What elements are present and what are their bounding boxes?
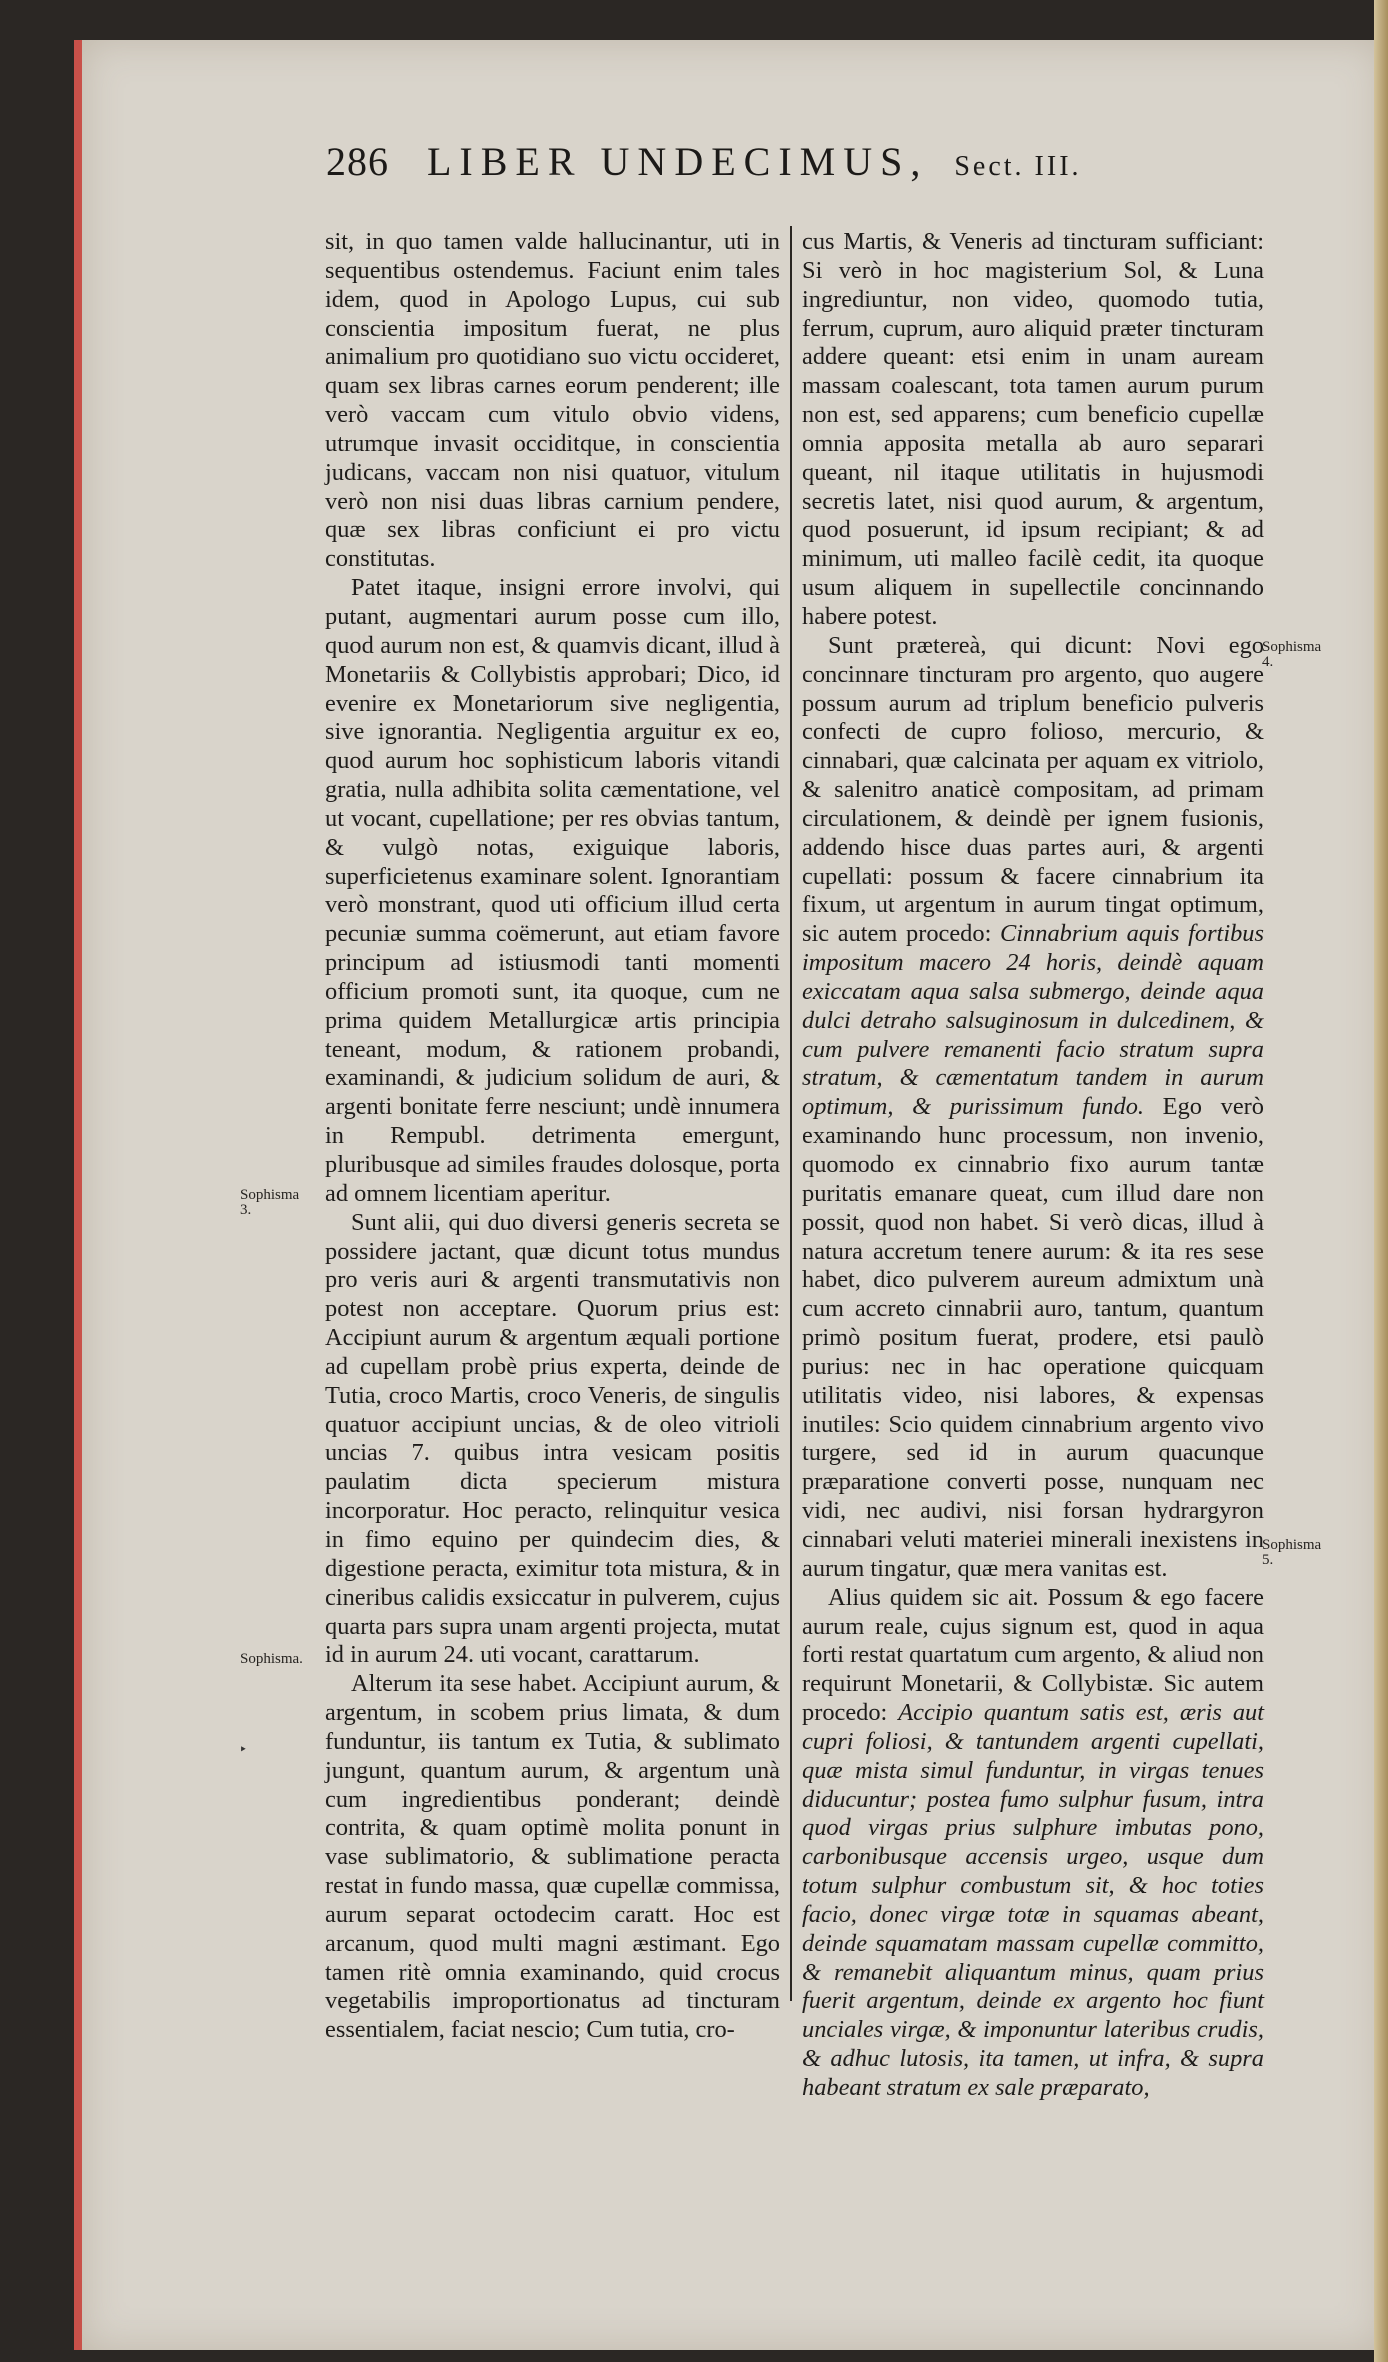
text-column-left [325,228,780,2045]
paragraph: Sunt alii, qui duo diversi generis secreta se possidere jactant, quæ dicunt totus mundus pro veris auri & argenti transmutativis non potest non acceptare. Quorum prius est: Accipiunt aurum & argentum æquali portione ad cupellam probè prius experta, deinde de Tutia, croco Martis, croco Veneris, de singulis quatuor accipiunt uncias, & de oleo vitrioli uncias 7. quibus intra vesicam positis paulatim dicta specierum mistura incorporatur. Hoc peracto, relinquitur vesica in fimo equino per quindecim dies, & digestione peracta, eximitur tota mistura, & in cineribus calidis exsiccatur in pulverem, cujus quarta pars supra unam argenti projecta, mutat id in aurum 24. uti vocant, carattarum. [325,1208,780,1669]
margin-note-sophisma-left: Sophisma. [240,1651,303,1667]
text-column-right [802,228,1264,2103]
paragraph: Alterum ita sese habet. Accipiunt aurum, & argentum, in scobem prius limata, & dum funduntur, iis tantum ex Tutia, & sublimato jungunt, quantum aurum, & argentum unà cum ingredientibus ponderant; deindè contrita, & quam optimè molita ponunt in vase sublimatorio, & sublimatione peracta restat in fundo massa, quæ cupellæ commissa, aurum separat octodecim caratt. Hoc est arcanum, quod multi magni æstimant. Ego tamen ritè omnia examinando, quid crocus vegetabilis improportionatus ad tincturam essentialem, faciat nescio; Cum tutia, cro- [325,1670,780,2044]
paragraph: Alius quidem sic ait. Possum & ego facere aurum reale, cujus signum est, quod in aqua forti restat quartatum cum argento, & aliud non requirunt Monetarii, & Collybistæ. Sic autem procedo: Accipio quantum satis est, æris aut cupri foliosi, & tantundem argenti cupellati, quæ mista simul funduntur, in virgas tenues diducuntur; postea fumo sulphur fusum, intra quod virgas prius sulphure imbutas pono, carbonibusque accensis urgeo, usque dum totum sulphur combustum sit, & hoc toties facio, donec virgæ totæ in squamas abeant, deinde squamatam massam cupellæ committo, & remanebit aliquantum minus, quam prius fuerit argentum, deinde ex argento hoc fiunt unciales virgæ, & imponuntur lateribus crudis, & adhuc lutosis, ita tamen, ut infra, & supra habeant stratum ex sale præparato, [802,1583,1264,2101]
page-number: 286 [326,139,389,184]
section-label: Sect. III. [954,151,1082,182]
margin-note-sophisma-4: Sophisma 4. [1262,639,1322,670]
book-title: LIBER UNDECIMUS, [427,139,929,184]
running-header [326,138,1186,198]
margin-note-sophisma-5: Sophisma 5. [1262,1537,1322,1568]
paragraph: Sunt prætereà, qui dicunt: Novi ego concinnare tincturam pro argento, quo augere possum aurum ad triplum beneficio pulveris confecti de cupro folioso, mercurio, & cinnabari, quæ calcinata per aquam ex vitriolo, & salenitro anaticè compositam, ad primam circulationem, & deindè per ignem fusionis, addendo hisce duas partes auri, & argenti cupellati: possum & facere cinnabrium ita fixum, ut argentum in aurum tingat optimum, sic autem procedo: Cinnabrium aquis fortibus impositum macero 24 horis, deindè aquam exiccatam aqua salsa submergo, deinde aqua dulci detraho salsuginosum in dulcedinem, & cum pulvere remanenti facio stratum supra stratum, & cæmentatum tandem in aurum optimum, & purissimum fundo. Ego verò examinando hunc processum, non invenio, quomodo ex cinnabrio fixo aurum tantæ puritatis emanare queat, cum illud dare non possit, quod non habet. Si verò dicas, illud à natura accretum tenere aurum: & ita res sese habet, dico pulverem aureum admixtum unà cum accreto cinnabrii auro, tantum, quantum primò positum fuerat, prodere, etsi paulò purius: nec in hac operatione quicquam utilitatis video, nisi labores, & expensas inutiles: Scio quidem cinnabrium argento vivo turgere, sed id in aurum quacunque præparatione converti posse, nunquam nec vidi, nec audivi, nisi forsan hydrargyron cinnabari veluti materiei minerali inexistens in aurum tingatur, quæ mera vanitas est. [802,631,1264,1582]
paragraph: sit, in quo tamen valde hallucinantur, uti in sequentibus ostendemus. Faciunt enim tales idem, quod in Apologo Lupus, cui sub conscientia impositum fuerat, ne plus animalium pro quotidiano suo victu occideret, quam sex libras carnes eorum penderent; ille verò vaccam cum vitulo obvio videns, utrumque invasit occiditque, in conscientia judicans, vaccam non nisi quatuor, vitulum verò non nisi duas libras carnium pendere, quæ sex libras conficiunt ei pro victu constitutas. [325,228,780,573]
paragraph: Patet itaque, insigni errore involvi, qui putant, augmentari aurum posse cum illo, quod aurum non est, & quamvis dicant, illud à Monetariis & Collybistis approbari; Dico, id evenire ex Monetariorum sive negligentia, sive ignorantia. Negligentia arguitur ex eo, quod aurum hoc sophisticum laboris vitandi gratia, nulla adhibita solita cæmentatione, vel ut vocant, cupellatione; per res obvias tantum, & vulgò notas, exiguique laboris, superficietenus examinare solent. Ignorantiam verò monstrant, quod uti officium illud certa pecuniæ summa coëmerunt, aut etiam favore principum ad istiusmodi tanti momenti officium promoti sunt, ita quoque, cum ne prima quidem Metallurgicæ artis principia teneant, modum, & rationem probandi, examinandi, & judicium solidum de auri, & argenti bonitate ferre nesciunt; undè innumera in Rempubl. detrimenta emergunt, pluribusque ad similes fraudes dolosque, porta ad omnem licentiam aperitur. [325,574,780,1207]
margin-note-sophisma-3: Sophisma 3. [240,1187,300,1218]
margin-mark: ‣ [239,1742,248,1758]
paragraph: cus Martis, & Veneris ad tincturam sufficiant: Si verò in hoc magisterium Sol, & Luna ingrediuntur, non video, quomodo tutia, ferrum, cuprum, auro aliquid præter tincturam addere queant: etsi enim in unam auream massam coalescant, tota tamen aurum purum non est, sed apparens; cum beneficio cupellæ omnia apposita metalla ab auro separari queant, nil itaque utilitatis in hujusmodi secretis latet, nisi quod aurum, & argentum, quod posuerunt, id ipsum recipiant; & ad minimum, uti malleo facilè cedit, ita quoque usum aliquem in supellectile concinnando habere potest. [802,228,1264,630]
page-edge [1374,0,1388,2362]
column-divider [790,226,792,2001]
